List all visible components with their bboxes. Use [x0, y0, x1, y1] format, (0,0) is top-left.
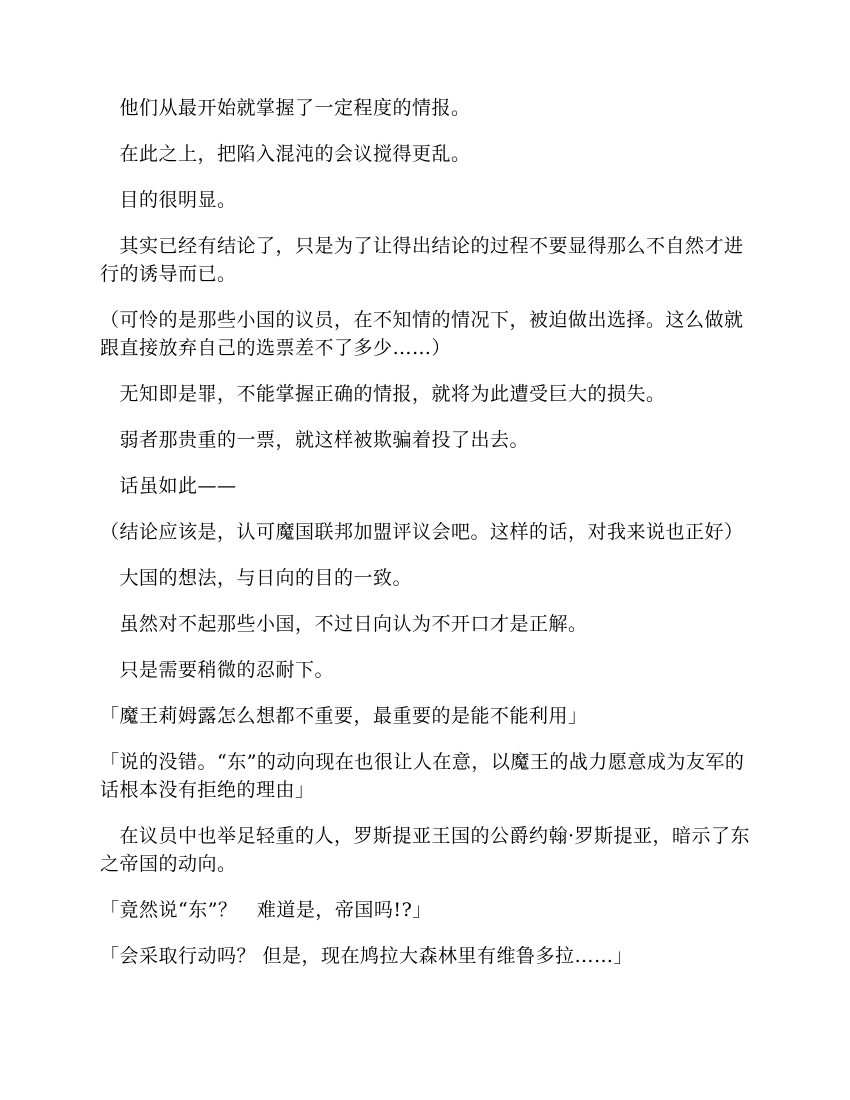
- paragraph-5: （可怜的是那些小国的议员，在不知情的情况下，被迫做出选择。这么做就跟直接放弃自己的选票差不了多少……）: [100, 309, 744, 359]
- paragraph-12: 只是需要稍微的忍耐下。: [100, 659, 335, 681]
- paragraph-14: 「说的没错。“东”的动向现在也很让人在意，以魔王的战力愿意成为友军的话根本没有拒绝的理由」: [100, 751, 745, 801]
- paragraph-17: 「会采取行动吗？ 但是，现在鸠拉大森林里有维鲁多拉……」: [100, 945, 634, 967]
- paragraph-16: 「竟然说“东”？ 难道是，帝国吗!?」: [100, 899, 432, 921]
- paragraph-7: 弱者那贵重的一票，就这样被欺骗着投了出去。: [100, 429, 530, 451]
- text-body: [100, 94, 760, 988]
- paragraph-10: 大国的想法，与日向的目的一致。: [100, 567, 413, 589]
- paragraph-6: 无知即是罪，不能掌握正确的情报，就将为此遭受巨大的损失。: [100, 383, 666, 405]
- paragraph-13: 「魔王莉姆露怎么想都不重要，最重要的是能不能利用」: [100, 705, 588, 727]
- paragraph-3: 目的很明显。: [100, 189, 237, 211]
- paragraph-1: 他们从最开始就掌握了一定程度的情报。: [100, 97, 471, 119]
- paragraph-11: 虽然对不起那些小国，不过日向认为不开口才是正解。: [100, 613, 588, 635]
- paragraph-8: 话虽如此——: [100, 475, 237, 497]
- paragraph-2: 在此之上，把陷入混沌的会议搅得更乱。: [100, 143, 471, 165]
- paragraph-4: 其实已经有结论了，只是为了让得出结论的过程不要显得那么不自然才进行的诱导而已。: [100, 235, 744, 285]
- paragraph-9: （结论应该是，认可魔国联邦加盟评议会吧。这样的话，对我来说也正好）: [100, 521, 744, 543]
- paragraph-15: 在议员中也举足轻重的人，罗斯提亚王国的公爵约翰·罗斯提亚，暗示了东之帝国的动向。: [100, 825, 751, 875]
